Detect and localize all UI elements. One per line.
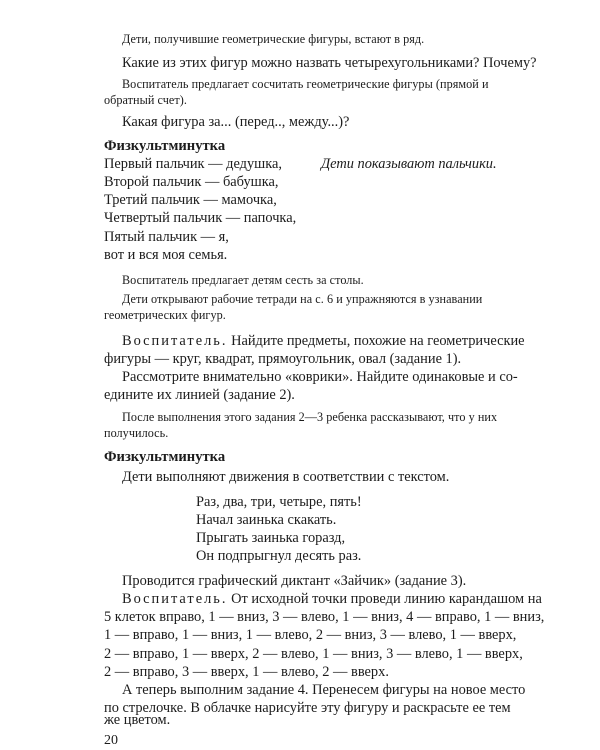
poem-line: Первый пальчик — дедушка, — [104, 156, 282, 173]
text-line: После выполнения этого задания 2—3 ребенка рассказывают, что у них — [122, 409, 498, 424]
text-line: геометрических фигур. — [104, 307, 226, 322]
poem-line: Четвертый пальчик — папочка, — [104, 210, 297, 227]
section-heading: Физкультминутка — [104, 449, 226, 466]
text-line: едините их линией (задание 2). — [104, 386, 295, 403]
text-line: Воспитатель предлагает сосчитать геометрические фигуры (прямой и — [122, 76, 489, 91]
rhyme-line: Прыгать заинька горазд, — [196, 530, 346, 547]
text-line: 5 клеток вправо, 1 — вниз, 3 — влево, 1 — вниз, 4 — вправо, 1 — вниз, — [104, 609, 545, 626]
text-line: получилось. — [104, 426, 169, 441]
text-line: же цветом. — [104, 712, 171, 728]
speech-text: Найдите предметы, похожие на геометрические — [231, 332, 525, 349]
text-line: 2 — вправо, 3 — вверх, 1 — влево, 2 — вверх. — [104, 663, 389, 680]
text-line — [122, 591, 542, 608]
speaker-label: Воспитатель. — [122, 332, 228, 349]
text-line: А теперь выполним задание 4. Перенесем фигуры на новое место — [122, 681, 526, 698]
speech-text: От исходной точки проведи линию карандашом на — [231, 591, 542, 608]
text-line: Рассмотрите внимательно «коврики». Найдите одинаковые и со- — [122, 368, 518, 385]
text-line: 2 — вправо, 1 — вверх, 2 — влево, 1 — вниз, 3 — влево, 1 — вверх, — [104, 645, 523, 662]
rhyme-line: Он подпрыгнул десять раз. — [196, 548, 362, 565]
page-number: 20 — [104, 733, 118, 748]
text-line: Дети, получившие геометрические фигуры, встают в ряд. — [122, 32, 425, 46]
text-line: 1 — вправо, 1 — вниз, 1 — влево, 2 — вниз, 3 — влево, 1 — вверх, — [104, 627, 517, 644]
text-line: Проводится графический диктант «Зайчик» (задание 3). — [122, 573, 467, 590]
text-line: фигуры — круг, квадрат, прямоугольник, овал (задание 1). — [104, 350, 462, 367]
text-line: Воспитатель предлагает детям сесть за столы. — [122, 273, 364, 288]
section-heading: Физкультминутка — [104, 137, 226, 154]
text-line: Какие из этих фигур можно назвать четырехугольниками? Почему? — [122, 54, 537, 71]
text-line: Дети выполняют движения в соответствии с текстом. — [122, 469, 450, 486]
text-line: Дети открывают рабочие тетради на с. 6 и упражняются в узнавании — [122, 291, 483, 306]
text-line — [122, 333, 525, 350]
poem-line: Третий пальчик — мамочка, — [104, 192, 277, 209]
text-line: Какая фигура за... (перед.., между...)? — [122, 114, 350, 131]
stage-direction: Дети показывают пальчики. — [321, 156, 497, 173]
speaker-label: Воспитатель. — [122, 591, 228, 608]
rhyme-line: Начал заинька скакать. — [196, 512, 337, 528]
text-line: по стрелочке. В облачке нарисуйте эту фигуру и раскрасьте ее тем — [104, 700, 511, 716]
rhyme-line: Раз, два, три, четыре, пять! — [196, 493, 362, 510]
poem-line: Пятый пальчик — я, — [104, 228, 229, 245]
poem-line: вот и вся моя семья. — [104, 246, 228, 263]
poem-line: Второй пальчик — бабушка, — [104, 174, 279, 191]
text-line: обратный счет). — [104, 93, 187, 108]
